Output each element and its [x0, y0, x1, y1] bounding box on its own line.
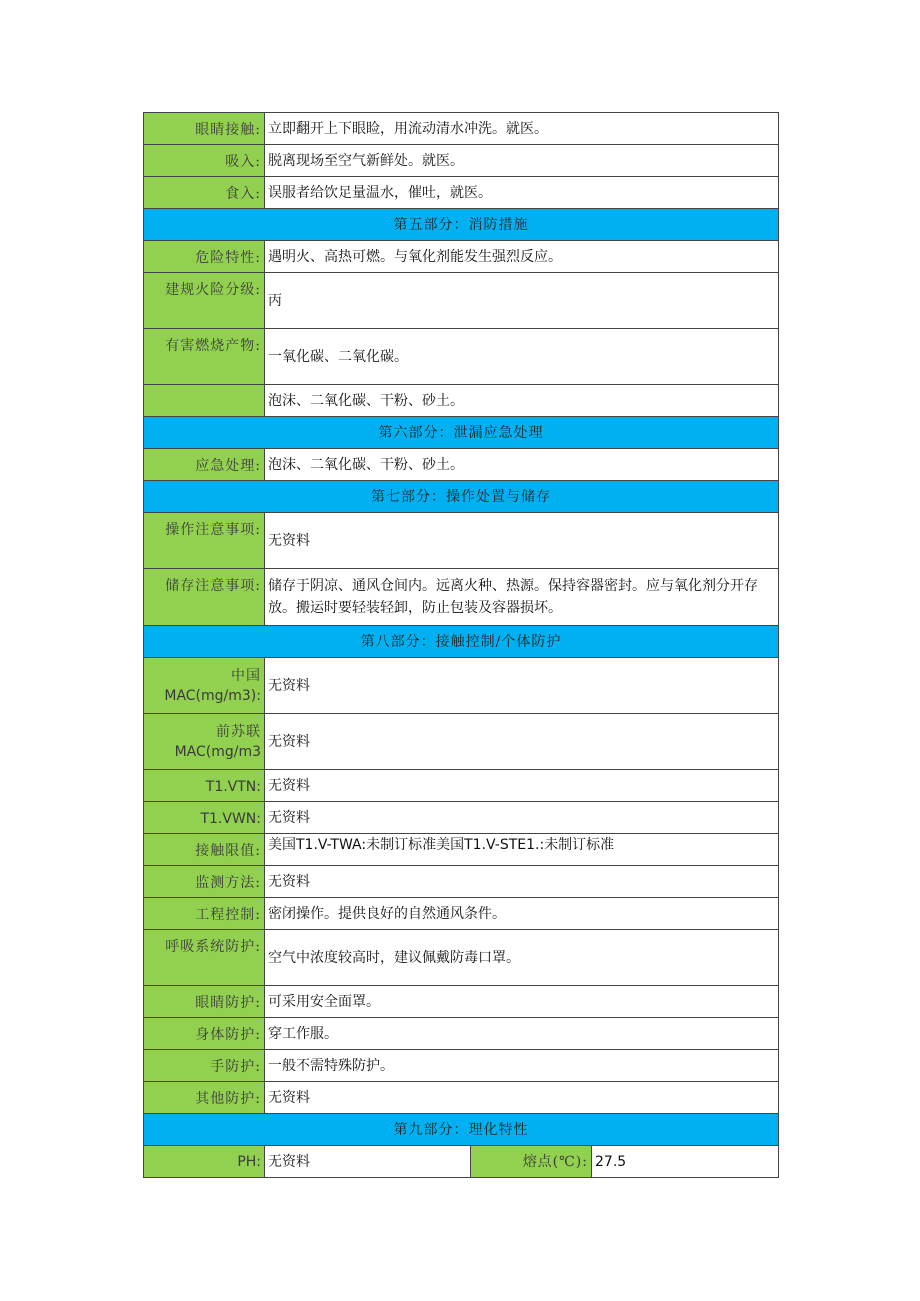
section-9-title: 第九部分：理化特性	[144, 1114, 779, 1146]
emergency-label: 应急处理:	[144, 449, 265, 481]
vtn-label: T1.VTN:	[144, 770, 265, 802]
row-ph-melt	[144, 1146, 779, 1178]
melting-point-label: 熔点(℃):	[471, 1146, 592, 1178]
hand-protection-value: 一般不需特殊防护。	[265, 1050, 779, 1082]
combustion-value: 一氧化碳、二氧化碳。	[265, 329, 779, 385]
operation-label: 操作注意事项:	[144, 513, 265, 569]
limit-part-5: 未制订标准	[544, 837, 615, 853]
storage-value: 储存于阴凉、通风仓间内。远离火种、热源。保持容器密封。应与氧化剂分开存放。搬运时要轻装轻卸，防止包装及容器损坏。	[265, 569, 779, 626]
hand-protection-label: 手防护:	[144, 1050, 265, 1082]
china-mac-value: 无资料	[265, 658, 779, 714]
row-vwn	[144, 802, 779, 834]
row-inhalation	[144, 145, 779, 177]
extinguish-value: 泡沫、二氧化碳、干粉、砂土。	[265, 385, 779, 417]
limit-part-4: T1.V-STE1.:	[464, 837, 545, 853]
section-5-header	[144, 209, 779, 241]
engineering-value: 密闭操作。提供良好的自然通风条件。	[265, 898, 779, 930]
limit-part-1: 美国	[268, 837, 296, 853]
row-vtn	[144, 770, 779, 802]
msds-sheet	[143, 112, 778, 1178]
limit-label: 接触限值:	[144, 834, 265, 866]
emergency-value: 泡沫、二氧化碳、干粉、砂土。	[265, 449, 779, 481]
section-5-title: 第五部分：消防措施	[144, 209, 779, 241]
ph-label: PH:	[144, 1146, 265, 1178]
row-respiratory	[144, 930, 779, 986]
china-mac-label-line2: MAC(mg/m3):	[164, 687, 261, 704]
ussr-mac-label-line2: MAC(mg/m3	[174, 743, 261, 760]
eye-protection-value: 可采用安全面罩。	[265, 986, 779, 1018]
china-mac-label	[144, 658, 265, 714]
row-china-mac	[144, 658, 779, 714]
operation-value: 无资料	[265, 513, 779, 569]
row-engineering	[144, 898, 779, 930]
row-storage	[144, 569, 779, 626]
storage-label: 储存注意事项:	[144, 569, 265, 626]
fire-class-label: 建规火险分级:	[144, 273, 265, 329]
row-eye-protection	[144, 986, 779, 1018]
section-9-header	[144, 1114, 779, 1146]
eye-contact-label: 眼睛接触:	[144, 113, 265, 145]
extinguish-label	[144, 385, 265, 417]
limit-part-3: 未制订标准美国	[366, 837, 465, 853]
vwn-value: 无资料	[265, 802, 779, 834]
section-8-title: 第八部分：接触控制/个体防护	[144, 626, 779, 658]
row-operation	[144, 513, 779, 569]
row-exposure-limit	[144, 834, 779, 866]
engineering-label: 工程控制:	[144, 898, 265, 930]
combustion-label: 有害燃烧产物:	[144, 329, 265, 385]
respiratory-label: 呼吸系统防护:	[144, 930, 265, 986]
row-body-protection	[144, 1018, 779, 1050]
row-fire-class	[144, 273, 779, 329]
ingestion-value: 误服者给饮足量温水，催吐，就医。	[265, 177, 779, 209]
section-6-title: 第六部分：泄漏应急处理	[144, 417, 779, 449]
section-7-title: 第七部分：操作处置与储存	[144, 481, 779, 513]
row-monitoring	[144, 866, 779, 898]
ingestion-label: 食入:	[144, 177, 265, 209]
section-8-header	[144, 626, 779, 658]
monitor-label: 监测方法:	[144, 866, 265, 898]
limit-value	[265, 834, 779, 866]
hazard-label: 危险特性:	[144, 241, 265, 273]
row-ingestion	[144, 177, 779, 209]
row-extinguish	[144, 385, 779, 417]
respiratory-value: 空气中浓度较高时，建议佩戴防毒口罩。	[265, 930, 779, 986]
row-combustion	[144, 329, 779, 385]
melting-point-value: 27.5	[592, 1146, 779, 1178]
eye-contact-value: 立即翻开上下眼睑，用流动清水冲洗。就医。	[265, 113, 779, 145]
ussr-mac-value: 无资料	[265, 714, 779, 770]
ph-value: 无资料	[265, 1146, 471, 1178]
section-7-header	[144, 481, 779, 513]
china-mac-label-line1: 中国	[231, 667, 261, 684]
inhalation-label: 吸入:	[144, 145, 265, 177]
inhalation-value: 脱离现场至空气新鲜处。就医。	[265, 145, 779, 177]
vwn-label: T1.VWN:	[144, 802, 265, 834]
row-hazard	[144, 241, 779, 273]
fire-class-value: 丙	[265, 273, 779, 329]
body-protection-value: 穿工作服。	[265, 1018, 779, 1050]
row-hand-protection	[144, 1050, 779, 1082]
hazard-value: 遇明火、高热可燃。与氧化剂能发生强烈反应。	[265, 241, 779, 273]
other-protection-label: 其他防护:	[144, 1082, 265, 1114]
other-protection-value: 无资料	[265, 1082, 779, 1114]
row-other-protection	[144, 1082, 779, 1114]
monitor-value: 无资料	[265, 866, 779, 898]
row-emergency	[144, 449, 779, 481]
ussr-mac-label	[144, 714, 265, 770]
body-protection-label: 身体防护:	[144, 1018, 265, 1050]
row-ussr-mac	[144, 714, 779, 770]
row-eye-contact	[144, 113, 779, 145]
limit-part-2: T1.V-TWA:	[296, 837, 367, 853]
eye-protection-label: 眼睛防护:	[144, 986, 265, 1018]
vtn-value: 无资料	[265, 770, 779, 802]
ussr-mac-label-line1: 前苏联	[216, 723, 261, 740]
msds-table	[143, 112, 779, 1178]
section-6-header	[144, 417, 779, 449]
